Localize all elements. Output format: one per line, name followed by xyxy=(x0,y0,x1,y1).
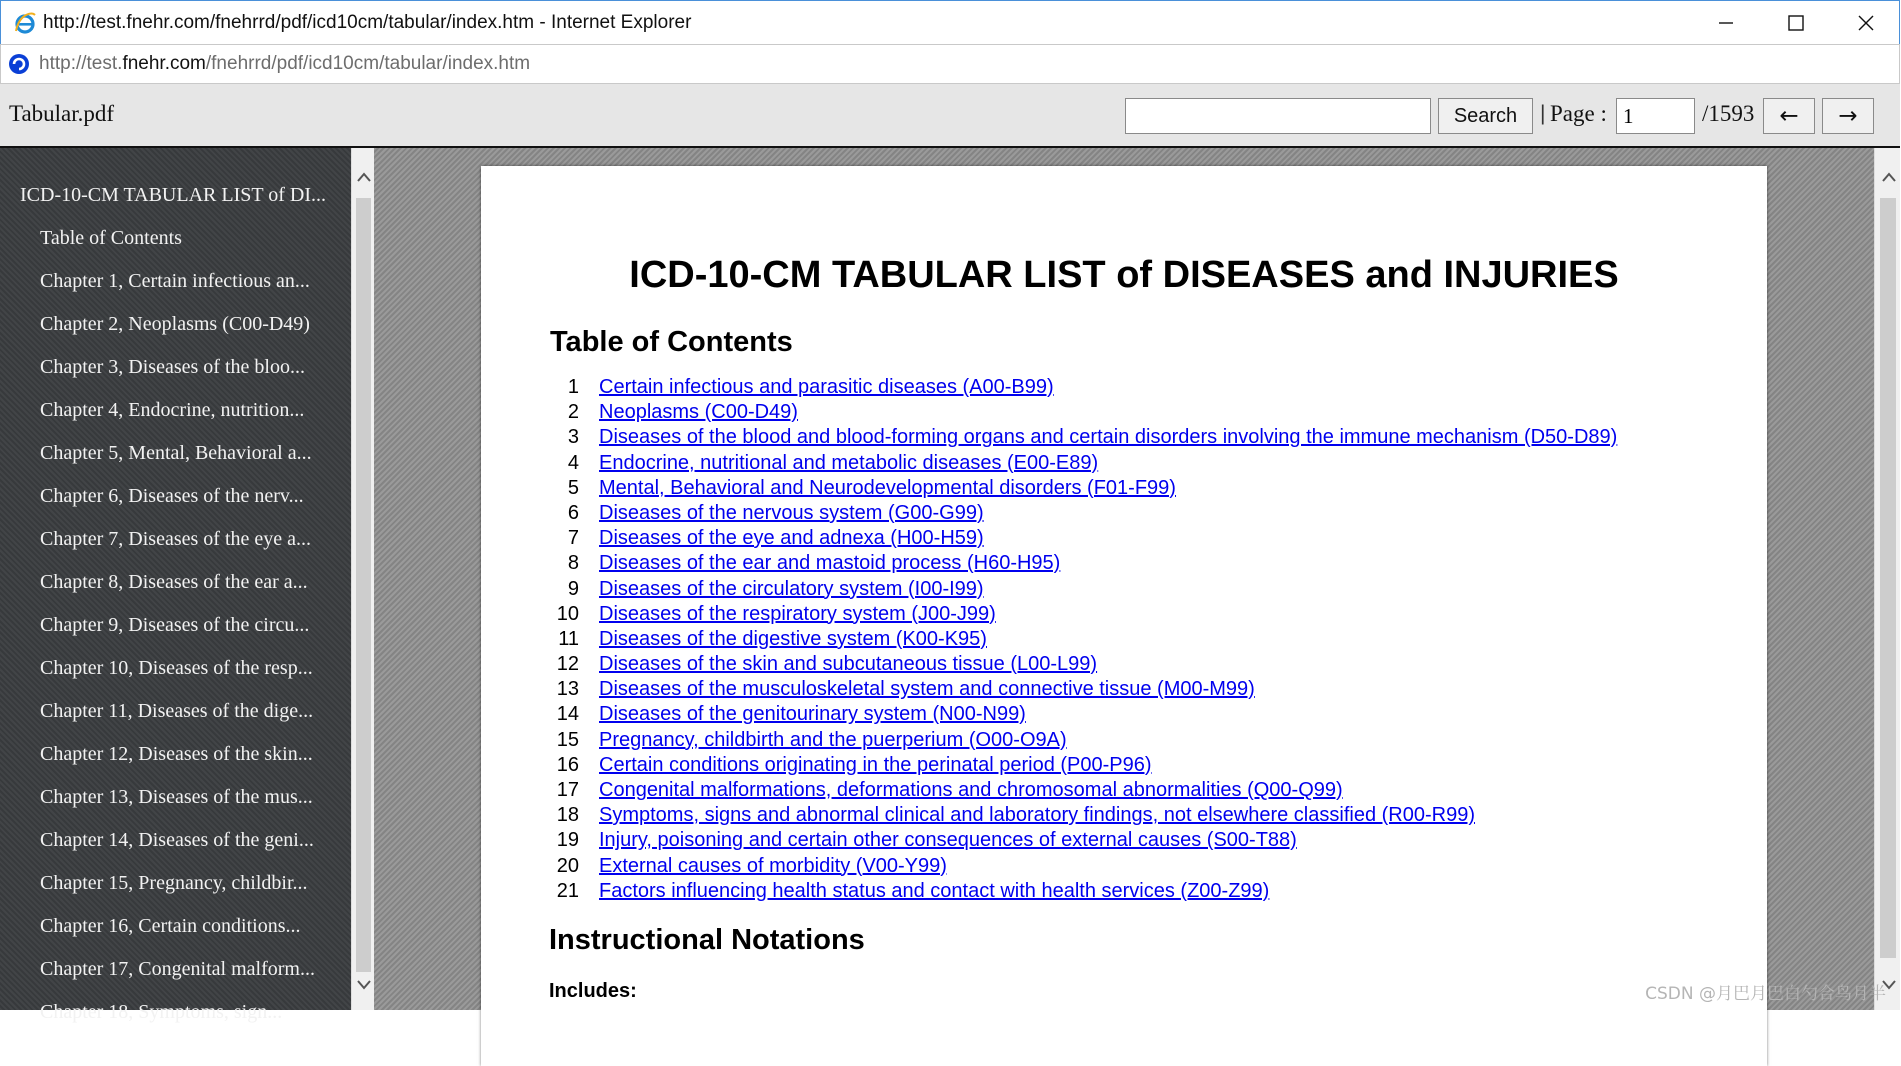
outline-item[interactable]: Chapter 11, Diseases of the dige... xyxy=(40,700,314,722)
toolbar-separator: | xyxy=(1540,102,1546,125)
toc-number: 10 xyxy=(556,602,579,625)
toc-link[interactable]: Injury, poisoning and certain other consequences of external causes (S00-T88) xyxy=(599,829,1297,852)
sidebar-scroll-up-button[interactable] xyxy=(354,166,373,188)
outline-item[interactable]: Chapter 4, Endocrine, nutrition... xyxy=(40,399,305,421)
toc-number: 15 xyxy=(556,728,579,751)
outline-item[interactable]: Chapter 17, Congenital malform... xyxy=(40,958,315,980)
previous-page-button[interactable]: ← xyxy=(1763,98,1815,134)
internet-explorer-icon xyxy=(13,11,37,35)
toc-number: 6 xyxy=(567,501,579,524)
toc-number: 8 xyxy=(567,552,579,575)
close-icon xyxy=(1857,14,1875,32)
minimize-button[interactable] xyxy=(1691,1,1761,45)
toc-number: 7 xyxy=(567,527,579,550)
page-total: /1593 xyxy=(1702,101,1755,126)
document-title: ICD-10-CM TABULAR LIST of DISEASES and INJURIES xyxy=(629,254,1619,296)
viewer-scrollbar[interactable] xyxy=(1874,148,1900,1010)
url-host: fnehr.com xyxy=(122,53,206,74)
toc-number: 1 xyxy=(567,376,579,398)
page-favicon-icon xyxy=(7,52,31,76)
sidebar-scroll-down-button[interactable] xyxy=(354,974,373,996)
outline-item[interactable]: Chapter 12, Diseases of the skin... xyxy=(40,743,313,765)
toc-link[interactable]: Diseases of the blood and blood-forming organs and certain disorders involving the immune mechanism (D50-D89) xyxy=(599,426,1618,449)
toc-number: 18 xyxy=(556,804,579,827)
outline-item[interactable]: Chapter 15, Pregnancy, childbir... xyxy=(40,872,308,894)
next-page-button[interactable]: → xyxy=(1822,98,1874,134)
toc-number: 19 xyxy=(556,829,579,852)
toc-number: 3 xyxy=(567,426,579,449)
toc-link[interactable]: Symptoms, signs and abnormal clinical and laboratory findings, not elsewhere classified (R00-R99) xyxy=(599,804,1475,827)
toc-number: 17 xyxy=(556,779,579,801)
outline-item[interactable]: Chapter 1, Certain infectious an... xyxy=(40,270,310,292)
maximize-icon xyxy=(1787,14,1805,32)
toc-link[interactable]: Diseases of the ear and mastoid process (H60-H95) xyxy=(599,552,1061,575)
pdf-page xyxy=(481,166,1767,1066)
close-button[interactable] xyxy=(1831,1,1901,45)
outline-item[interactable]: Chapter 6, Diseases of the nerv... xyxy=(40,485,304,507)
chevron-down-icon xyxy=(356,979,372,991)
chevron-up-icon xyxy=(356,171,372,183)
sidebar-scroll-thumb[interactable] xyxy=(356,198,371,972)
page-label: Page : xyxy=(1550,101,1607,126)
notations-heading: Instructional Notations xyxy=(549,924,865,956)
toc-number: 12 xyxy=(556,653,579,676)
outline-item[interactable]: Chapter 5, Mental, Behavioral a... xyxy=(40,442,312,464)
outline-item[interactable]: Chapter 7, Diseases of the eye a... xyxy=(40,528,312,550)
toc-number: 20 xyxy=(556,854,579,877)
toc-number: 5 xyxy=(567,476,579,499)
toc-link[interactable]: Diseases of the genitourinary system (N00-N99) xyxy=(599,703,1026,726)
toc-link[interactable]: Neoplasms (C00-D49) xyxy=(599,401,798,424)
toc-link[interactable]: Diseases of the musculoskeletal system and connective tissue (M00-M99) xyxy=(599,678,1255,701)
toc-number: 16 xyxy=(556,753,579,776)
url-prefix: http://test. xyxy=(39,53,123,74)
chevron-up-icon xyxy=(1881,171,1897,183)
toc-number: 4 xyxy=(567,451,579,474)
toc-link[interactable]: Certain infectious and parasitic diseases (A00-B99) xyxy=(599,376,1054,398)
toc-number: 9 xyxy=(567,577,579,600)
address-bar[interactable] xyxy=(0,44,1900,84)
url-path: /fnehrrd/pdf/icd10cm/tabular/index.htm xyxy=(205,53,531,74)
outline-item[interactable]: Chapter 14, Diseases of the geni... xyxy=(40,829,314,851)
outline-item[interactable]: Chapter 10, Diseases of the resp... xyxy=(40,657,313,679)
outline-item[interactable]: Chapter 18, Symptoms, sign... xyxy=(40,1001,283,1023)
toc-number: 2 xyxy=(567,401,579,424)
toc-link[interactable]: Diseases of the circulatory system (I00-I99) xyxy=(599,577,984,600)
includes-label: Includes: xyxy=(549,980,637,1002)
watermark: CSDN @月巴月巴白勺合鸟月半 xyxy=(1645,984,1886,1004)
toc-link[interactable]: Diseases of the nervous system (G00-G99) xyxy=(599,501,984,524)
toc-link[interactable]: Certain conditions originating in the perinatal period (P00-P96) xyxy=(599,753,1152,776)
outline-item[interactable]: Chapter 2, Neoplasms (C00-D49) xyxy=(40,313,310,335)
document-viewer xyxy=(374,148,1874,1010)
document-name: Tabular.pdf xyxy=(9,101,115,126)
toc-link[interactable]: Diseases of the digestive system (K00-K95) xyxy=(599,627,987,650)
outline-item[interactable]: Chapter 8, Diseases of the ear a... xyxy=(40,571,308,593)
outline-item[interactable]: Chapter 16, Certain conditions... xyxy=(40,915,301,937)
toc-link[interactable]: Congenital malformations, deformations and chromosomal abnormalities (Q00-Q99) xyxy=(599,779,1343,801)
toc-heading: Table of Contents xyxy=(550,326,793,358)
toc-link[interactable]: External causes of morbidity (V00-Y99) xyxy=(599,854,947,877)
page-number-input[interactable] xyxy=(1616,98,1695,134)
outline-item[interactable]: Chapter 13, Diseases of the mus... xyxy=(40,786,313,808)
toc-link[interactable]: Diseases of the respiratory system (J00-J99) xyxy=(599,602,996,625)
toc-number: 21 xyxy=(556,879,579,902)
minimize-icon xyxy=(1717,14,1735,32)
outline-item[interactable]: Chapter 9, Diseases of the circu... xyxy=(40,614,310,636)
sidebar-scrollbar[interactable] xyxy=(351,148,374,1010)
viewer-scroll-thumb[interactable] xyxy=(1880,198,1896,958)
outline-item[interactable]: Chapter 3, Diseases of the bloo... xyxy=(40,356,305,378)
toc-number: 13 xyxy=(556,678,579,701)
address-url[interactable] xyxy=(39,53,530,75)
search-button[interactable]: Search xyxy=(1438,98,1533,134)
window-titlebar xyxy=(0,0,1900,44)
toc-link[interactable]: Pregnancy, childbirth and the puerperium (O00-O9A) xyxy=(599,728,1067,751)
maximize-button[interactable] xyxy=(1761,1,1831,45)
pdf-toolbar xyxy=(0,84,1900,148)
outline-item[interactable]: ICD-10-CM TABULAR LIST of DI... xyxy=(20,184,326,206)
toc-number: 11 xyxy=(558,627,579,650)
outline-sidebar xyxy=(0,148,351,1023)
toc-link[interactable]: Factors influencing health status and contact with health services (Z00-Z99) xyxy=(599,879,1270,902)
toc-link[interactable]: Diseases of the skin and subcutaneous tissue (L00-L99) xyxy=(599,653,1098,676)
toc-link[interactable]: Endocrine, nutritional and metabolic diseases (E00-E89) xyxy=(599,451,1099,474)
viewer-scroll-up-button[interactable] xyxy=(1879,166,1898,188)
outline-item[interactable]: Table of Contents xyxy=(40,227,182,249)
toc-link[interactable]: Diseases of the eye and adnexa (H00-H59) xyxy=(599,527,984,550)
toc-number: 14 xyxy=(556,703,579,726)
toc-link[interactable]: Mental, Behavioral and Neurodevelopmental disorders (F01-F99) xyxy=(599,476,1176,499)
search-input[interactable] xyxy=(1125,98,1431,134)
window-title: http://test.fnehr.com/fnehrrd/pdf/icd10cm/tabular/index.htm - Internet Explorer xyxy=(43,12,692,33)
